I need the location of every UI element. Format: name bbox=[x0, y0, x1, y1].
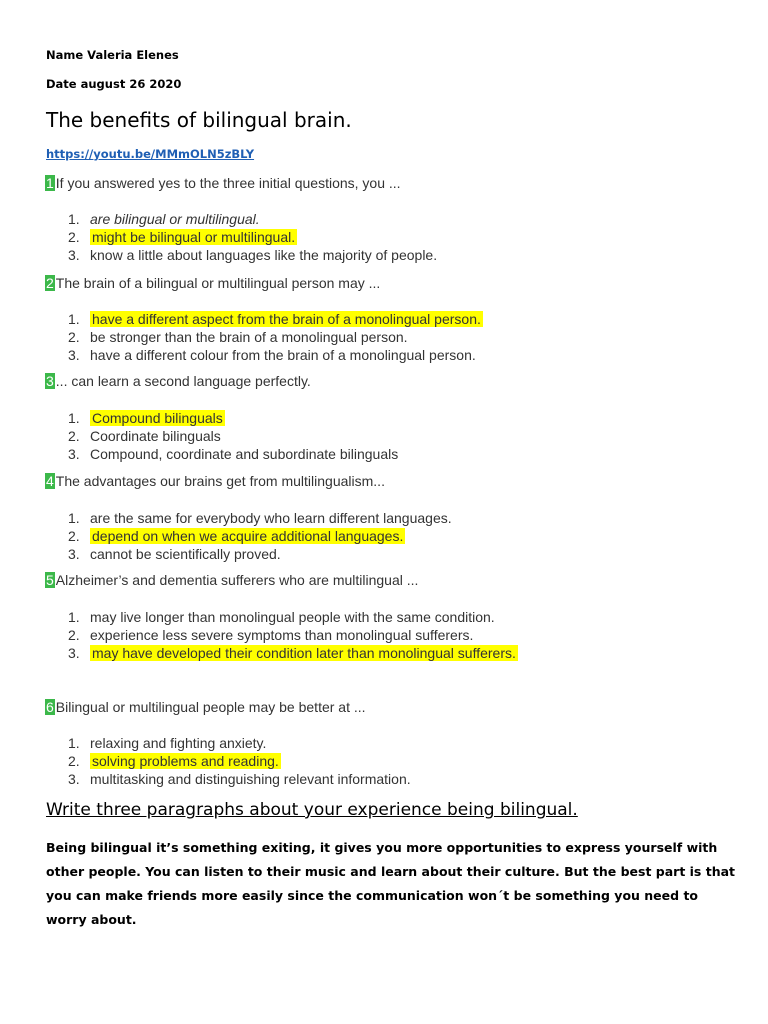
options-list-1 bbox=[68, 210, 437, 264]
video-link[interactable]: https://youtu.be/MMmOLN5zBLY bbox=[46, 147, 255, 161]
option-text-highlighted: might be bilingual or multilingual. bbox=[92, 229, 296, 245]
list-item: 1. have a different aspect from the brain of a monolingual person. bbox=[68, 311, 481, 327]
page-title: The benefits of bilingual brain. bbox=[46, 108, 352, 132]
option-text: are the same for everybody who learn different languages. bbox=[90, 510, 452, 526]
option-text-highlighted: solving problems and reading. bbox=[92, 753, 279, 769]
list-item: 3. cannot be scientifically proved. bbox=[68, 546, 281, 562]
question-prompt: Alzheimer’s and dementia sufferers who are multilingual ... bbox=[55, 572, 419, 588]
question-number-badge: 1 bbox=[46, 175, 54, 191]
options-list-3 bbox=[68, 409, 398, 463]
option-text: experience less severe symptoms than monolingual sufferers. bbox=[90, 627, 474, 643]
list-item: 1. are bilingual or multilingual. bbox=[68, 211, 260, 227]
question-4 bbox=[45, 473, 385, 489]
list-item: 2. Coordinate bilinguals bbox=[68, 428, 221, 444]
option-text-highlighted: depend on when we acquire additional languages. bbox=[92, 528, 404, 544]
list-item: 2. might be bilingual or multilingual. bbox=[68, 229, 296, 245]
question-prompt: Bilingual or multilingual people may be better at ... bbox=[55, 699, 366, 715]
option-text-highlighted: may have developed their condition later than monolingual sufferers. bbox=[92, 645, 516, 661]
question-prompt: If you answered yes to the three initial questions, you ... bbox=[55, 175, 401, 191]
question-number-badge: 6 bbox=[46, 699, 54, 715]
option-text: are bilingual or multilingual. bbox=[90, 211, 260, 227]
question-number-badge: 3 bbox=[46, 373, 54, 389]
options-list-4 bbox=[68, 509, 452, 563]
option-text: know a little about languages like the majority of people. bbox=[90, 247, 438, 263]
list-item: 1. may live longer than monolingual people with the same condition. bbox=[68, 609, 495, 625]
list-item: 2. solving problems and reading. bbox=[68, 753, 279, 769]
list-item: 3. may have developed their condition later than monolingual sufferers. bbox=[68, 645, 516, 661]
list-item: 1. relaxing and fighting anxiety. bbox=[68, 735, 267, 751]
date-line: Date august 26 2020 bbox=[46, 77, 182, 91]
option-text: may live longer than monolingual people with the same condition. bbox=[90, 609, 495, 625]
question-prompt: The advantages our brains get from multilingualism... bbox=[55, 473, 385, 489]
list-item: 1. are the same for everybody who learn different languages. bbox=[68, 510, 452, 526]
question-number-badge: 5 bbox=[46, 572, 54, 588]
list-item: 3. have a different colour from the brain of a monolingual person. bbox=[68, 347, 476, 363]
question-prompt: ... can learn a second language perfectly. bbox=[55, 373, 311, 389]
question-2 bbox=[45, 275, 380, 291]
option-text: Compound, coordinate and subordinate bilinguals bbox=[90, 446, 399, 462]
option-text-highlighted: Compound bilinguals bbox=[92, 410, 223, 426]
question-number-badge: 4 bbox=[46, 473, 54, 489]
question-1 bbox=[45, 175, 401, 191]
list-item: 2. depend on when we acquire additional languages. bbox=[68, 528, 404, 544]
list-item: 1. Compound bilinguals bbox=[68, 410, 223, 426]
question-3 bbox=[45, 373, 311, 389]
options-list-2 bbox=[68, 310, 483, 364]
option-text: be stronger than the brain of a monolingual person. bbox=[90, 329, 408, 345]
option-text: multitasking and distinguishing relevant information. bbox=[90, 771, 411, 787]
name-line: Name Valeria Elenes bbox=[46, 48, 179, 62]
option-text: have a different colour from the brain of a monolingual person. bbox=[90, 347, 476, 363]
option-text: Coordinate bilinguals bbox=[90, 428, 221, 444]
question-5 bbox=[45, 572, 418, 588]
question-number-badge: 2 bbox=[46, 275, 54, 291]
list-item: 2. experience less severe symptoms than monolingual sufferers. bbox=[68, 627, 474, 643]
list-item: 3. know a little about languages like the majority of people. bbox=[68, 247, 438, 263]
options-list-6 bbox=[68, 734, 411, 788]
list-item: 2. be stronger than the brain of a monolingual person. bbox=[68, 329, 408, 345]
question-6 bbox=[45, 699, 366, 715]
section-heading: Write three paragraphs about your experience being bilingual. bbox=[46, 800, 578, 820]
list-item: 3. Compound, coordinate and subordinate bilinguals bbox=[68, 446, 399, 462]
option-text: relaxing and fighting anxiety. bbox=[90, 735, 267, 751]
option-text: cannot be scientifically proved. bbox=[90, 546, 281, 562]
option-text-highlighted: have a different aspect from the brain of a monolingual person. bbox=[92, 311, 481, 327]
options-list-5 bbox=[68, 608, 518, 662]
list-item: 3. multitasking and distinguishing relevant information. bbox=[68, 771, 411, 787]
question-prompt: The brain of a bilingual or multilingual person may ... bbox=[55, 275, 381, 291]
essay-paragraph: Being bilingual it’s something exiting, it gives you more opportunities to express yourself with other people. You can listen to their music and learn about their culture. But the best part is that you can make friends more easily since the communication won´t be something you need to worry about. bbox=[46, 840, 736, 927]
